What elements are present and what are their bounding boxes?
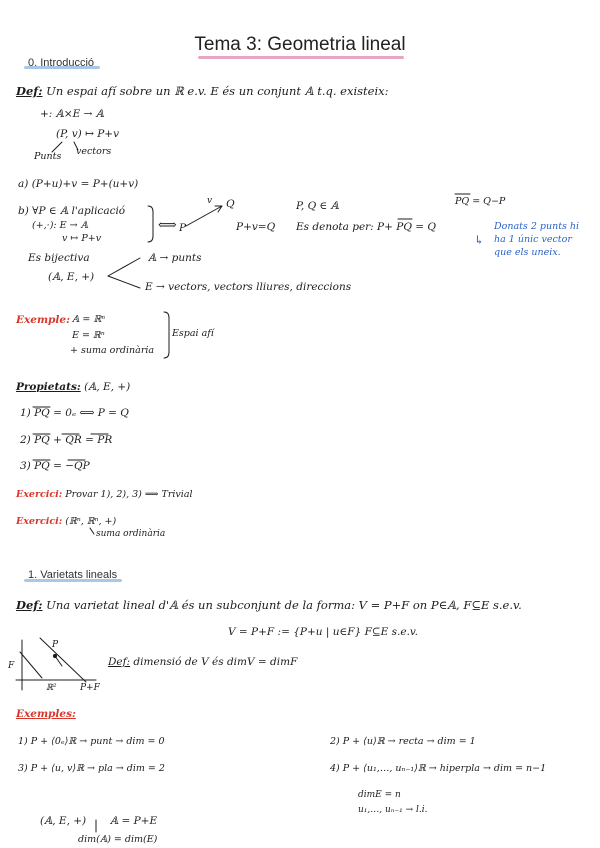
- fig-pf: P+F: [80, 683, 100, 693]
- props-label: Propietats:: [16, 381, 81, 393]
- example-brace: [164, 312, 169, 358]
- fig-line-pf: [40, 638, 86, 682]
- branch-up: [108, 258, 140, 276]
- example-line: + suma ordinària: [70, 345, 155, 356]
- bijective: Es bijectiva: [28, 252, 90, 264]
- exercise-1-text: Provar 1), 2), 3) ⟹ Trivial: [65, 489, 193, 500]
- op-plus: +: 𝔸×E → 𝔸: [40, 108, 104, 120]
- def2-text: Una varietat lineal d'𝔸 és un subconjunt de la forma: V = P+F on P∈𝔸, F⊆E s.e.v.: [46, 598, 522, 612]
- triple: (𝔸, E, +): [48, 271, 95, 283]
- axiom-a: a) (P+u)+v = P+(u+v): [18, 178, 139, 190]
- examples-label: Exemples:: [16, 708, 76, 720]
- pq-in-a: P, Q ∈ 𝔸: [296, 200, 339, 212]
- dim-e: dimE = n: [358, 790, 401, 800]
- dim-text: dimensió de V és dimV = dimF: [133, 656, 298, 668]
- diagram-p: P: [179, 222, 187, 234]
- property-item: 1) PQ = 0ₑ ⟺ P = Q: [20, 407, 129, 419]
- fig-f: F: [8, 661, 15, 671]
- bottom-dim: dim(𝔸) = dim(E): [78, 834, 158, 845]
- branch-e: E → vectors, vectors lliures, direccions: [145, 281, 352, 293]
- axiom-b-bracket: [148, 206, 153, 242]
- vectors-arrow: [74, 142, 78, 150]
- property-item: 3) PQ = −QP: [20, 460, 90, 472]
- diagram-q: Q: [226, 198, 235, 210]
- label-punts: Punts: [34, 151, 62, 162]
- dim-label: Def:: [108, 656, 131, 668]
- fig-r2: ℝ²: [46, 683, 57, 693]
- axiom-b: b) ∀P ∈ 𝔸 l'aplicació: [18, 205, 126, 217]
- diagram-vector: [186, 206, 222, 226]
- page-title: Tema 3: Geometria lineal: [194, 34, 406, 55]
- fig-line-f: [20, 652, 42, 678]
- punts-arrow: [52, 142, 62, 152]
- label-vectors: vectors: [76, 146, 112, 157]
- def-text: Un espai afí sobre un ℝ e.v. E és un conjunt 𝔸 t.q. existeix:: [46, 84, 389, 98]
- blue-note-line: que els uneix.: [494, 247, 561, 258]
- denota: Es denota per: P+ PQ = Q: [296, 221, 437, 233]
- exercise-1-label: Exercici:: [16, 489, 63, 500]
- exercise-2-text: (ℝⁿ, ℝⁿ, +): [65, 516, 117, 527]
- axiom-b-equiv: ⟺: [158, 218, 177, 233]
- bottom-eq: 𝔸 = P+E: [110, 815, 158, 827]
- li-note: u₁,…, uₙ₋₁ → l.i.: [358, 805, 428, 815]
- example-item: 2) P + ⟨u⟩ℝ → recta → dim = 1: [330, 736, 476, 747]
- fig-p: P: [52, 640, 59, 650]
- def2-label: Def:: [16, 598, 43, 612]
- example-line: E = ℝⁿ: [72, 330, 105, 341]
- pq-def: PQ = Q−P: [455, 196, 506, 207]
- example-brace-label: Espai afí: [172, 328, 214, 339]
- axiom-b-map: (+,·): E → 𝔸: [32, 220, 88, 231]
- blue-note-line: ha 1 únic vector: [494, 234, 572, 245]
- blue-note-arrow: ↳: [474, 233, 485, 247]
- branch-a: 𝔸 → punts: [148, 252, 202, 264]
- property-item: 2) PQ + QR = PR: [20, 434, 113, 446]
- example-item: 1) P + ⟨0ₑ⟩ℝ → punt → dim = 0: [18, 736, 165, 747]
- exercise-2-note: suma ordinària: [96, 529, 166, 539]
- exercise-2-label: Exercici:: [16, 516, 63, 527]
- example-item: 3) P + ⟨u, v⟩ℝ → pla → dim = 2: [18, 763, 165, 774]
- blue-note-line: Donats 2 punts hi: [494, 221, 580, 232]
- example-line: 𝔸 = ℝⁿ: [72, 314, 106, 325]
- bottom-triple: (𝔸, E, +): [40, 815, 87, 827]
- props-triple: (𝔸, E, +): [84, 381, 131, 393]
- op-map: (P, v) ↦ P+v: [56, 128, 120, 140]
- example-item: 4) P + ⟨u₁,…, uₙ₋₁⟩ℝ → hiperpla → dim = n−1: [330, 763, 547, 774]
- def-label: Def:: [16, 84, 43, 98]
- set-def: V = P+F := {P+u | u∈F} F⊆E s.e.v.: [228, 626, 418, 638]
- example-label: Exemple:: [16, 314, 70, 326]
- axiom-b-map2: v ↦ P+v: [62, 233, 102, 244]
- section-1-heading: 1. Varietats lineals: [28, 569, 118, 581]
- section-0-heading: 0. Introducció: [28, 57, 95, 69]
- diagram-v: v: [207, 196, 213, 206]
- branch-down: [108, 276, 140, 288]
- diagram-eq: P+v=Q: [236, 221, 276, 233]
